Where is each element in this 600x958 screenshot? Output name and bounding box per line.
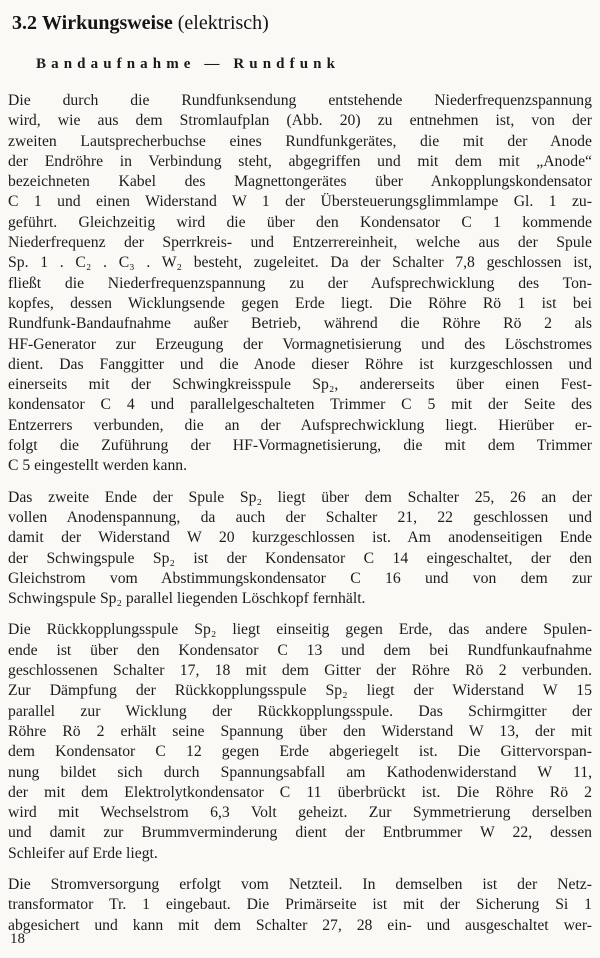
text-line: Gleichstrom vom Abstimmungskondensator C 16 und von dem zur xyxy=(8,569,592,587)
text-line: kondensator C 4 und parallelgeschalteten Trimmer C 5 mit der Seite des xyxy=(8,396,592,414)
text-line: Niederfrequenz der Sperrkreis- und Entzerrereinheit, welche aus der Spule xyxy=(8,234,592,252)
section-heading xyxy=(12,10,592,36)
text-line: folgt die Zuführung der HF-Vormagnetisierung, die mit dem Trimmer xyxy=(8,437,592,455)
text-line: damit der Widerstand W 20 kurzgeschlossen ist. Am anodenseitigen Ende xyxy=(8,529,592,547)
text-line: Die Stromversorgung erfolgt vom Netzteil. In demselben ist der Netz- xyxy=(8,875,592,893)
text-line: fließt die Niederfrequenzspannung zu der Aufsprechwicklung des Ton- xyxy=(8,274,592,292)
text-line: Schleifer auf Erde liegt. xyxy=(8,844,158,862)
text-line: Sp. 1 . C₂ . C₃ . W₂ besteht, zugeleitet. Da der Schalter 7,8 geschlossen ist, xyxy=(8,254,592,272)
text-line: einerseits mit der Schwingkreisspule Sp₂, andererseits über einen Fest- xyxy=(8,376,592,394)
subheading: Bandaufnahme — Rundfunk xyxy=(36,56,341,72)
text-line: zweiten Lautsprecherbuchse eines Rundfunkgerätes, die mit der Anode xyxy=(8,132,592,150)
text-line: Rundfunk-Bandaufnahme außer Betrieb, während die Röhre Rö 2 als xyxy=(8,315,592,333)
page-number: 18 xyxy=(10,931,25,947)
text-line: Röhre Rö 2 erhält seine Spannung über den Widerstand W 13, der mit xyxy=(8,722,592,740)
text-line: nung bildet sich durch Spannungsabfall am Kathodenwiderstand W 11, xyxy=(8,763,592,781)
text-line: der mit dem Elektrolytkondensator C 11 überbrückt ist. Die Röhre Rö 2 xyxy=(8,783,592,801)
paragraph xyxy=(8,620,592,864)
text-line: transformator Tr. 1 eingebaut. Die Primärseite ist mit der Sicherung Si 1 xyxy=(8,896,592,914)
paragraph xyxy=(8,875,592,936)
text-line: vollen Anodenspannung, da auch der Schalter 21, 22 geschlossen und xyxy=(8,508,592,526)
text-line: dem Kondensator C 12 gegen Erde abgeriegelt ist. Die Gittervorspan- xyxy=(8,743,592,761)
text-line: ende ist über den Kondensator C 13 und dem bei Rundfunkaufnahme xyxy=(8,641,592,659)
paragraph xyxy=(8,91,592,477)
text-line: dient. Das Fanggitter und die Anode dieser Röhre ist kurzgeschlossen und xyxy=(8,355,592,373)
text-line: abgesichert und kann mit dem Schalter 27, 28 ein- und ausgeschaltet wer- xyxy=(8,916,592,934)
text-line: Entzerrers verbunden, die an der Aufsprechwicklung liegt. Hierüber er- xyxy=(8,416,592,434)
text-line: und damit zur Brummverminderung dient der Entbrummer W 22, dessen xyxy=(8,824,592,842)
text-line: wird, wie aus dem Stromlaufplan (Abb. 20) zu entnehmen ist, von der xyxy=(8,112,592,130)
text-line: C 1 und einen Widerstand W 1 der Übersteuerungsglimmlampe Gl. 1 zu- xyxy=(8,193,592,211)
text-line: Das zweite Ende der Spule Sp₂ liegt über dem Schalter 25, 26 an der xyxy=(8,488,592,506)
text-line: der Endröhre in Verbindung steht, abgegriffen und mit dem mit „Anode“ xyxy=(8,152,592,170)
paragraph xyxy=(8,488,592,610)
text-line: kopfes, dessen Wicklungsende gegen Erde liegt. Die Röhre Rö 1 ist bei xyxy=(8,294,592,312)
text-line: bezeichneten Kabel des Magnettongerätes über Ankopplungskondensator xyxy=(8,173,592,191)
section-qualifier: (elektrisch) xyxy=(177,12,269,34)
text-line: Die Rückkopplungsspule Sp₂ liegt einseitig gegen Erde, das andere Spulen- xyxy=(8,621,592,639)
text-line: geschlossenen Schalter 17, 18 mit dem Gitter der Röhre Rö 2 verbunden. xyxy=(8,662,592,680)
text-line: geführt. Gleichzeitig wird die über den Kondensator C 1 kommende xyxy=(8,213,592,231)
text-line: wird mit Wechselstrom 6,3 Volt geheizt. Zur Symmetrierung derselben xyxy=(8,804,592,822)
section-number: 3.2 xyxy=(12,12,37,34)
text-line: HF-Generator zur Erzeugung der Vormagnetisierung und des Löschstromes xyxy=(8,335,592,353)
text-line: Die durch die Rundfunksendung entstehende Niederfrequenzspannung xyxy=(8,92,592,109)
section-title: Wirkungsweise xyxy=(42,12,173,34)
text-line: C 5 eingestellt werden kann. xyxy=(8,457,188,475)
body-text xyxy=(8,91,592,936)
text-line: parallel zur Wicklung der Rückkopplungsspule. Das Schirmgitter der xyxy=(8,702,592,720)
text-line: Schwingspule Sp₂ parallel liegenden Löschkopf fernhält. xyxy=(8,590,366,608)
text-line: Zur Dämpfung der Rückkopplungsspule Sp₂ liegt der Widerstand W 15 xyxy=(8,682,592,700)
text-line: der Schwingspule Sp₂ ist der Kondensator C 14 eingeschaltet, der den xyxy=(8,549,592,567)
